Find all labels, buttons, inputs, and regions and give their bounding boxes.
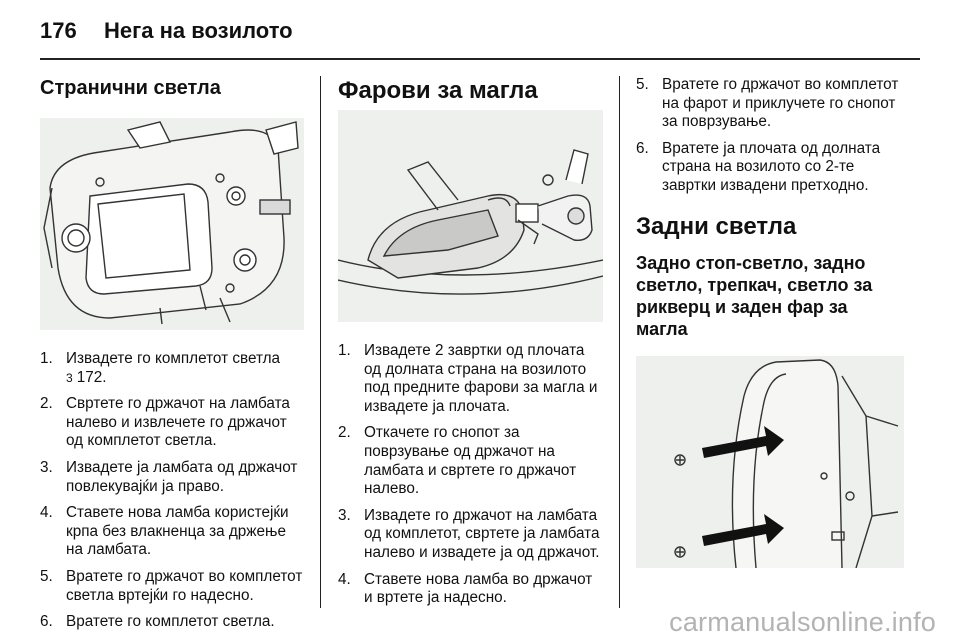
- section-heading-rear-lights: Задни светла: [636, 212, 797, 240]
- list-item: 3. Извадете го држачот на ламбата од комплетот, свртете ја ламбата налево и извадете ја од држачот.: [338, 506, 600, 561]
- list-item: 5. Вратете го држачот во комплетот светла вртејќи го надесно.: [40, 567, 303, 604]
- list-item: 6. Вратете го комплетот светла.: [40, 613, 275, 631]
- list-item: 4. Ставете нова ламба користејќи крпа без влакненца за држење на ламбата.: [40, 504, 289, 559]
- page-title: Нега на возилото: [104, 18, 293, 43]
- page-reference-link[interactable]: 172.: [76, 368, 107, 386]
- list-item: 1. Извадете го комплетот светла 3 172.: [40, 350, 281, 386]
- header-divider: [40, 58, 920, 60]
- section-heading-side-lights: Странични светла: [40, 77, 221, 99]
- list-item: 3. Извадете ја ламбата од држачот повлекувајќи ја право.: [40, 458, 298, 495]
- fog-light-illustration: [338, 110, 603, 322]
- rear-light-illustration: [636, 356, 904, 568]
- section-heading-fog-lights: Фарови за магла: [338, 77, 538, 104]
- column-right: [636, 76, 904, 568]
- headlamp-assembly-drawing: [40, 118, 304, 330]
- column-left: [40, 76, 304, 640]
- list-item: 4. Ставете нова ламба во држачот и вртете ја надесно.: [338, 570, 593, 607]
- list-item: 6. Вратете ја плочата од долната страна на возилото со 2-те завртки извадени претходно.: [636, 139, 881, 194]
- fog-light-steps: [338, 342, 603, 608]
- column-divider-1: [320, 76, 321, 608]
- subsection-heading-rear-lamps: Задно стоп-светло, задно светло, трепкач, светло за рикверц и заден фар за магла: [636, 252, 873, 339]
- rear-lamp-drawing: [636, 356, 904, 568]
- page-reference-arrow-icon: 3: [66, 370, 73, 385]
- list-item: 2. Откачете го снопот за поврзување од држачот на ламбата и свртете го држачот налево.: [338, 424, 577, 498]
- list-item: 1. Извадете 2 завртки од плочата од долната страна на возилото под предните фарови за магла и извадете ја плочата.: [338, 342, 598, 415]
- side-light-illustration: [40, 118, 304, 330]
- list-item: 2. Свртете го држачот на ламбата налево и извлечете го држачот од комплетот светла.: [40, 395, 290, 450]
- column-divider-2: [619, 76, 620, 608]
- list-item: 5. Вратете го држачот во комплетот на фарот и приклучете го снопот за поврзување.: [636, 76, 899, 131]
- watermark: carmanualsonline.info: [669, 607, 936, 637]
- fog-lamp-drawing: [338, 110, 603, 322]
- page-header: [40, 18, 920, 48]
- page-number: 176: [40, 18, 77, 43]
- column-middle: [338, 76, 603, 616]
- fog-light-steps-continued: [636, 76, 904, 196]
- side-light-steps: [40, 350, 304, 632]
